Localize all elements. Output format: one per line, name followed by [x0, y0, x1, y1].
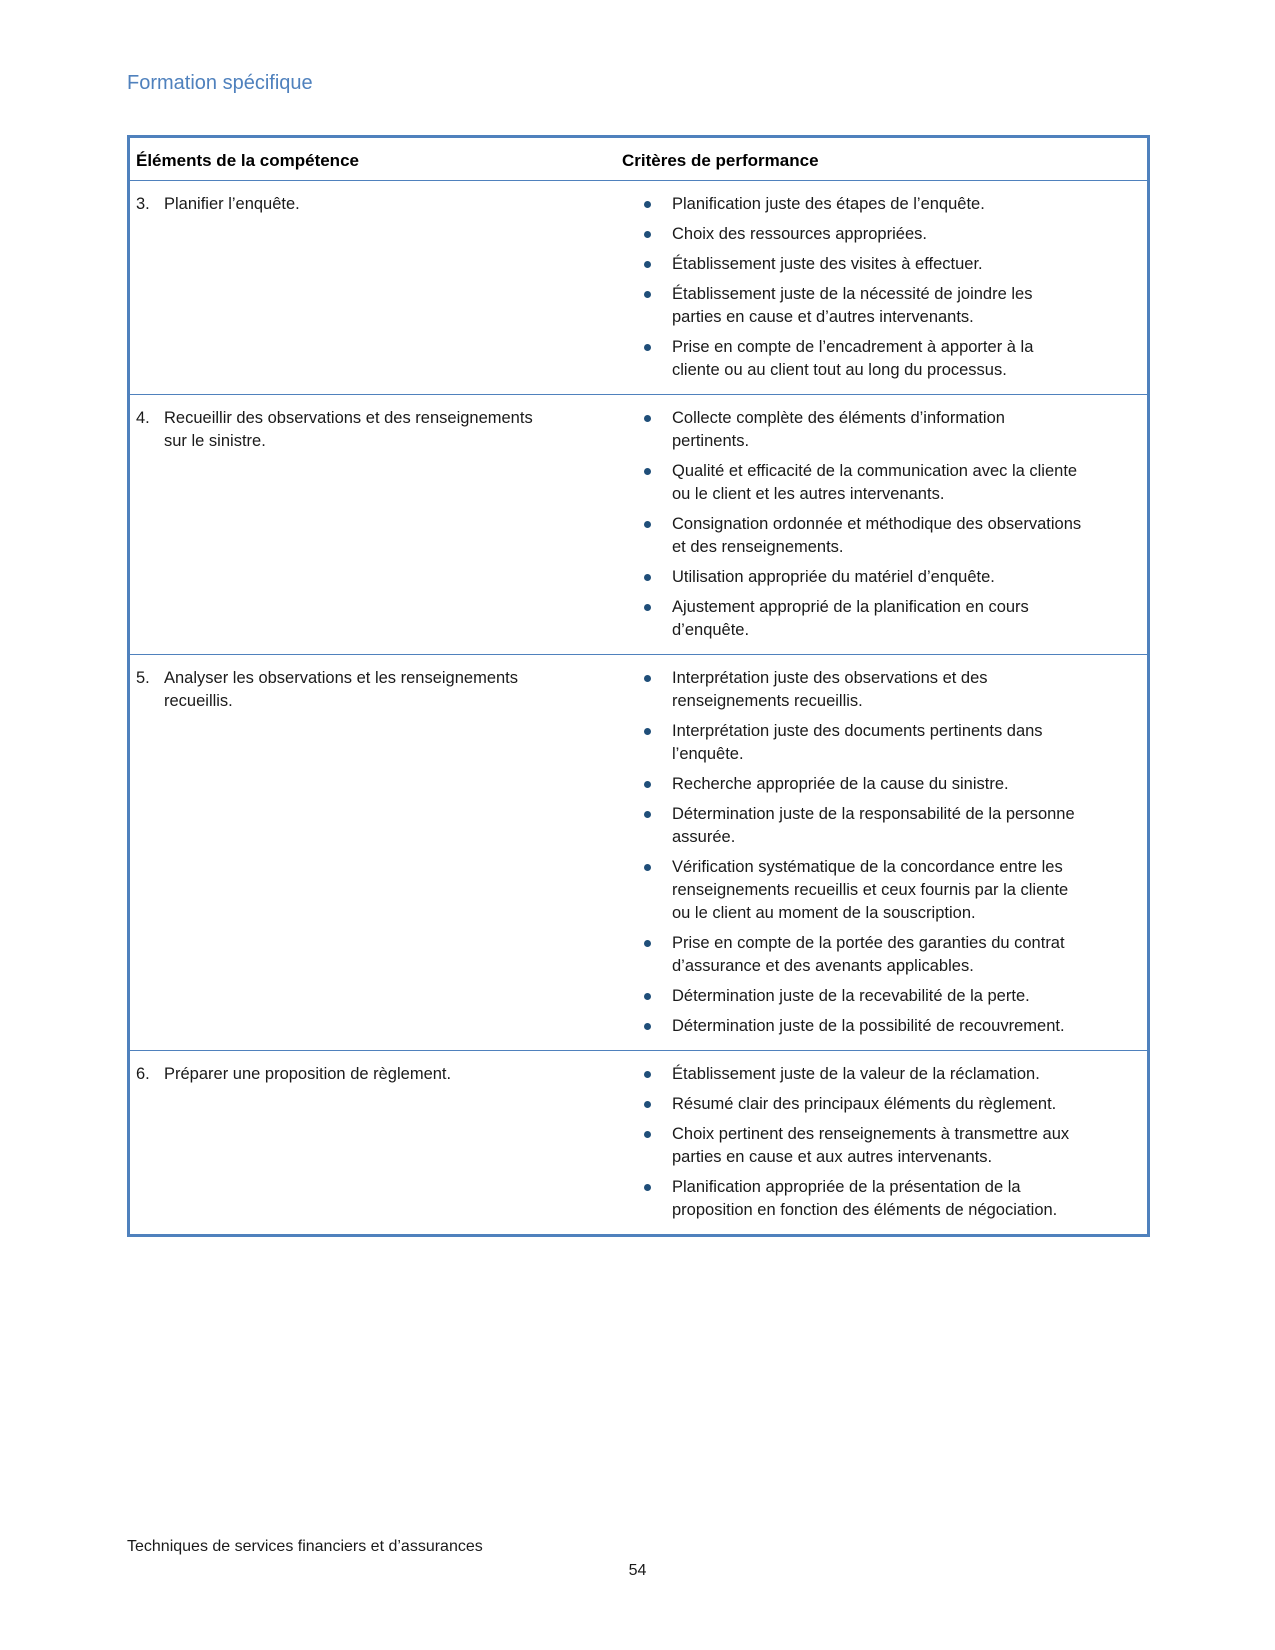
element-cell [130, 1051, 608, 1234]
criterion-text: Résumé clair des principaux éléments du règlement. [672, 1095, 1057, 1113]
criterion-text: Détermination juste de la possibilité de recouvrement. [672, 1017, 1065, 1035]
bullet-icon [644, 728, 651, 735]
criterion-text: Collecte complète des éléments d’information pertinents. [672, 409, 1005, 450]
table-row [130, 395, 1147, 655]
criterion-text: Prise en compte de l’encadrement à apporter à la cliente ou au client tout au long du processus. [672, 338, 1034, 379]
column-header-elements: Éléments de la compétence [136, 151, 359, 170]
bullet-icon [644, 344, 651, 351]
criterion-text: Consignation ordonnée et méthodique des observations et des renseignements. [672, 515, 1082, 556]
criterion-item [622, 803, 1082, 849]
criterion-text: Établissement juste des visites à effectuer. [672, 255, 983, 273]
criterion-item [622, 336, 1082, 382]
competency-table [127, 135, 1150, 1237]
bullet-icon [644, 468, 651, 475]
element-number: 5. [136, 669, 150, 687]
element-number: 6. [136, 1065, 150, 1083]
table-row [130, 655, 1147, 1051]
criterion-item [622, 856, 1082, 925]
criterion-text: Choix pertinent des renseignements à transmettre aux parties en cause et aux autres intervenants. [672, 1125, 1070, 1166]
bullet-icon [644, 604, 651, 611]
criterion-text: Planification appropriée de la présentation de la proposition en fonction des éléments de négociation. [672, 1178, 1058, 1219]
bullet-icon [644, 993, 651, 1000]
element-text: Analyser les observations et les renseignements recueillis. [164, 669, 519, 710]
table-row [130, 181, 1147, 395]
criterion-item [622, 513, 1082, 559]
element-number: 4. [136, 409, 150, 427]
bullet-icon [644, 1023, 651, 1030]
criteria-cell [608, 181, 1147, 394]
element-cell [130, 395, 608, 654]
criterion-text: Ajustement approprié de la planification en cours d’enquête. [672, 598, 1029, 639]
footer-program-name: Techniques de services financiers et d’assurances [127, 1538, 483, 1555]
bullet-icon [644, 415, 651, 422]
bullet-icon [644, 1131, 651, 1138]
page-number: 54 [628, 1562, 647, 1579]
criterion-item [622, 667, 1082, 713]
criterion-text: Détermination juste de la recevabilité de la perte. [672, 987, 1030, 1005]
criterion-text: Prise en compte de la portée des garanties du contrat d’assurance et des avenants applicables. [672, 934, 1065, 975]
criterion-item [622, 566, 1082, 589]
table-header-row [130, 138, 1147, 181]
criterion-text: Choix des ressources appropriées. [672, 225, 927, 243]
criterion-text: Établissement juste de la valeur de la réclamation. [672, 1065, 1040, 1083]
element-cell [130, 181, 608, 394]
criteria-cell [608, 395, 1147, 654]
element-cell [130, 655, 608, 1050]
criterion-item [622, 932, 1082, 978]
section-heading: Formation spécifique [127, 72, 313, 94]
criterion-item [622, 283, 1082, 329]
column-header-criteria: Critères de performance [622, 151, 819, 170]
bullet-icon [644, 261, 651, 268]
bullet-icon [644, 201, 651, 208]
criterion-text: Qualité et efficacité de la communication avec la cliente ou le client et les autres intervenants. [672, 462, 1078, 503]
criterion-item [622, 773, 1082, 796]
criteria-list [622, 407, 1082, 642]
criterion-item [622, 1015, 1082, 1038]
bullet-icon [644, 1071, 651, 1078]
criterion-item [622, 720, 1082, 766]
bullet-icon [644, 675, 651, 682]
bullet-icon [644, 231, 651, 238]
criterion-text: Planification juste des étapes de l’enquête. [672, 195, 985, 213]
criterion-item [622, 253, 1082, 276]
criterion-item [622, 460, 1082, 506]
criterion-item [622, 985, 1082, 1008]
criteria-cell [608, 1051, 1147, 1234]
criterion-item [622, 407, 1082, 453]
criterion-item [622, 1063, 1082, 1086]
criterion-text: Établissement juste de la nécessité de joindre les parties en cause et d’autres intervenants. [672, 285, 1033, 326]
criteria-list [622, 193, 1082, 382]
bullet-icon [644, 940, 651, 947]
element-text: Planifier l’enquête. [164, 195, 300, 213]
bullet-icon [644, 1101, 651, 1108]
criterion-item [622, 1123, 1082, 1169]
criterion-item [622, 223, 1082, 246]
criterion-text: Vérification systématique de la concordance entre les renseignements recueillis et ceux fournis par la cliente ou le client au moment de la souscription. [672, 858, 1069, 922]
criterion-text: Recherche appropriée de la cause du sinistre. [672, 775, 1009, 793]
bullet-icon [644, 811, 651, 818]
criterion-text: Interprétation juste des documents pertinents dans l’enquête. [672, 722, 1043, 763]
bullet-icon [644, 521, 651, 528]
table-row [130, 1051, 1147, 1234]
bullet-icon [644, 1184, 651, 1191]
criterion-text: Détermination juste de la responsabilité de la personne assurée. [672, 805, 1075, 846]
criterion-item [622, 596, 1082, 642]
element-number: 3. [136, 195, 150, 213]
bullet-icon [644, 574, 651, 581]
bullet-icon [644, 781, 651, 788]
element-text: Recueillir des observations et des renseignements sur le sinistre. [164, 409, 533, 450]
criteria-list [622, 1063, 1082, 1222]
criterion-text: Utilisation appropriée du matériel d’enquête. [672, 568, 995, 586]
bullet-icon [644, 291, 651, 298]
bullet-icon [644, 864, 651, 871]
criterion-item [622, 1176, 1082, 1222]
criterion-text: Interprétation juste des observations et des renseignements recueillis. [672, 669, 988, 710]
criteria-cell [608, 655, 1147, 1050]
element-text: Préparer une proposition de règlement. [164, 1065, 452, 1083]
criterion-item [622, 1093, 1082, 1116]
criteria-list [622, 667, 1082, 1038]
criterion-item [622, 193, 1082, 216]
